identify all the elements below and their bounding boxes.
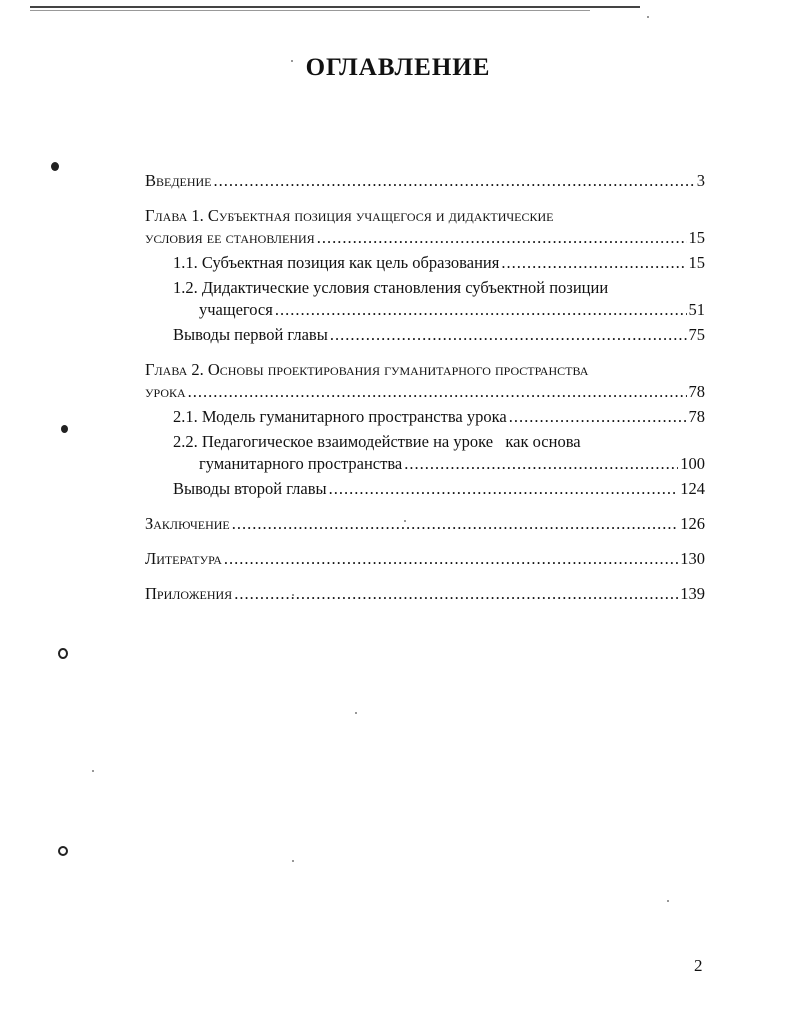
toc-entry-label-cont: условия ее становления [145, 228, 315, 247]
toc-entry-label: Глава 2. Основы проектирования гуманитарного пространства [145, 360, 589, 379]
toc-entry-page: 139 [680, 584, 705, 603]
toc-entry-page: 51 [688, 300, 705, 319]
dot-leader [404, 453, 678, 475]
scan-speck [292, 860, 294, 862]
scan-border-line [30, 10, 590, 11]
dot-leader [232, 513, 679, 535]
dot-leader [234, 583, 678, 605]
toc-entry-chapter-1-conclusions[interactable] [145, 324, 705, 346]
page-title: ОГЛАВЛЕНИЕ [305, 54, 491, 81]
toc-entry-page: 126 [680, 514, 705, 533]
punch-hole-mark [58, 846, 68, 856]
dot-leader [509, 406, 687, 428]
dot-leader [275, 299, 687, 321]
toc-entry-page: 15 [688, 253, 705, 272]
scan-speck [92, 770, 94, 772]
punch-hole-mark [58, 648, 68, 659]
dot-leader [224, 548, 678, 570]
toc-entry-chapter-2-conclusions[interactable] [145, 478, 705, 500]
toc-entry-section-1-2[interactable] [145, 277, 705, 321]
toc-entry-chapter-2[interactable] [145, 359, 705, 403]
toc-entry-label: Литература [145, 549, 222, 568]
punch-hole-mark [61, 425, 68, 433]
toc-entry-label-cont: учащегося [199, 300, 273, 319]
scan-speck [355, 712, 357, 714]
toc-entry-page: 3 [696, 171, 705, 190]
toc-entry-page: 100 [680, 454, 705, 473]
toc-entry-chapter-1[interactable] [145, 205, 705, 249]
toc-entry-label: 1.1. Субъектная позиция как цель образования [173, 253, 500, 272]
toc-entry-page: 124 [680, 479, 705, 498]
dot-leader [214, 170, 695, 192]
toc-entry-label: 2.1. Модель гуманитарного пространства урока [173, 407, 507, 426]
punch-hole-mark [51, 162, 59, 171]
toc-entry-appendices[interactable] [145, 583, 705, 605]
toc-entry-literature[interactable] [145, 548, 705, 570]
toc-entry-label: Приложения [145, 584, 233, 603]
scan-speck [647, 16, 649, 18]
toc-entry-page: 75 [688, 325, 705, 344]
dot-leader [329, 478, 679, 500]
toc-entry-label: Выводы второй главы [173, 479, 327, 498]
toc-entry-label: Выводы первой главы [173, 325, 328, 344]
toc-entry-conclusion[interactable] [145, 513, 705, 535]
toc-entry-label-cont: урока [145, 382, 186, 401]
page-number: 2 [694, 956, 703, 975]
toc-entry-page: 130 [680, 549, 705, 568]
toc-entry-page: 15 [688, 228, 705, 247]
toc-entry-section-1-1[interactable] [145, 252, 705, 274]
scan-speck [667, 900, 669, 902]
toc-entry-section-2-1[interactable] [145, 406, 705, 428]
dot-leader [188, 381, 687, 403]
toc-entry-page: 78 [688, 382, 705, 401]
toc-entry-intro[interactable] [145, 170, 705, 192]
toc-entry-label: 2.2. Педагогическое взаимодействие на уроке как основа [173, 432, 581, 451]
dot-leader [317, 227, 687, 249]
toc-entry-label: Заключение [145, 514, 230, 533]
dot-leader [330, 324, 687, 346]
toc-entry-label-cont: гуманитарного пространства [199, 454, 403, 473]
table-of-contents [145, 170, 705, 605]
toc-entry-label: 1.2. Дидактические условия становления субъектной позиции [173, 278, 609, 297]
dot-leader [501, 252, 686, 274]
toc-entry-label: Введение [145, 171, 212, 190]
toc-entry-page: 78 [688, 407, 705, 426]
toc-entry-section-2-2[interactable] [145, 431, 705, 475]
toc-entry-label: Глава 1. Субъектная позиция учащегося и дидактические [145, 206, 554, 225]
scan-border-line [30, 6, 640, 8]
